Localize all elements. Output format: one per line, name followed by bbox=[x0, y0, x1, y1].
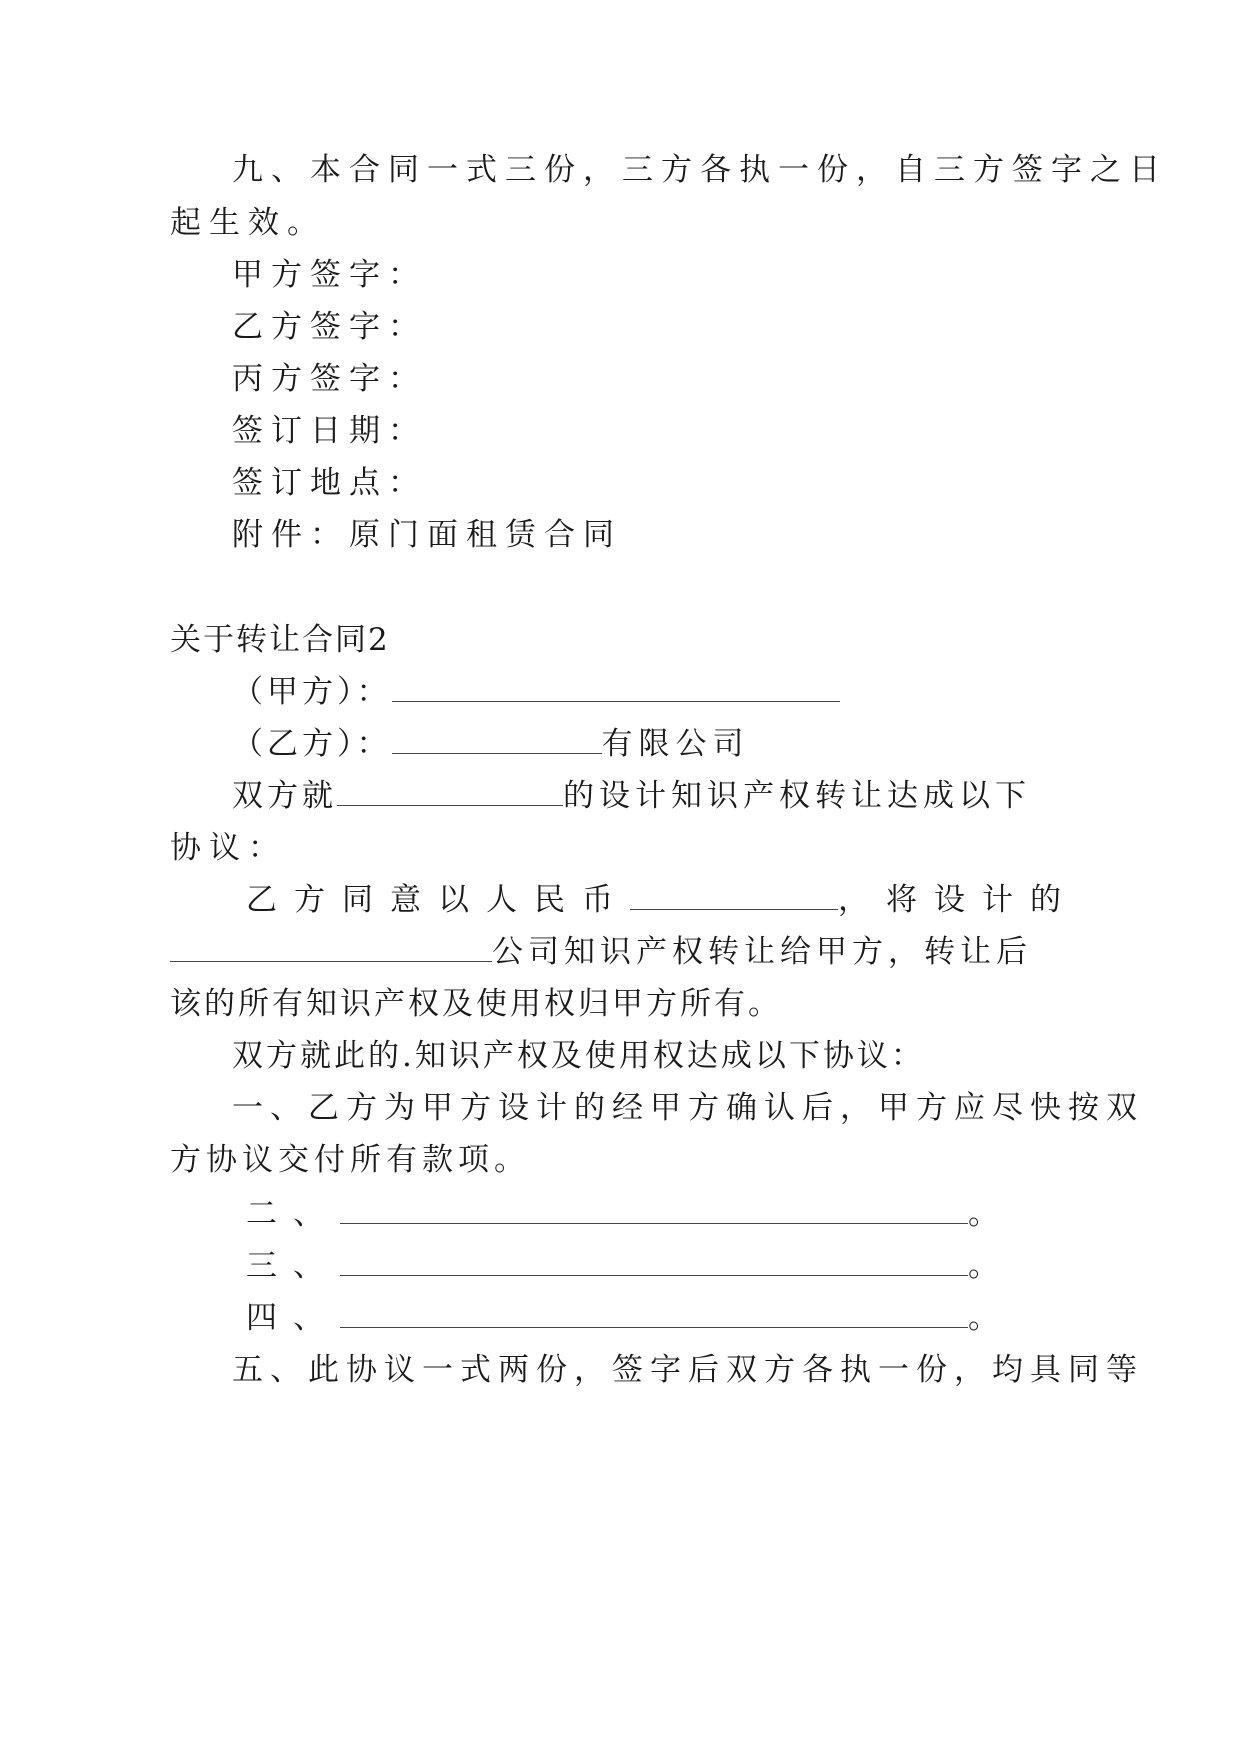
party-b-suffix: 有限公司 bbox=[601, 726, 750, 762]
both-agree: 双方就此的.知识产权及使用权达成以下协议： bbox=[232, 1038, 925, 1074]
agree-prefix: 双方就 bbox=[232, 778, 337, 814]
article-9-line2: 起生效。 bbox=[170, 205, 326, 241]
item-4-label: 四、 bbox=[246, 1300, 340, 1336]
party-a-line bbox=[232, 672, 840, 712]
party-b-label: （乙方）： bbox=[232, 726, 392, 762]
b-agree-line bbox=[246, 880, 1078, 920]
signing-date: 签订日期： bbox=[232, 413, 427, 449]
item-1-line1: 一、乙方为甲方设计的经甲方确认后，甲方应尽快按双 bbox=[232, 1090, 1144, 1126]
item-4-end: 。 bbox=[968, 1300, 999, 1336]
party-b-line bbox=[232, 724, 750, 764]
company-blank bbox=[170, 933, 492, 962]
item-5-line1: 五、此协议一式两份，签字后双方各执一份，均具同等 bbox=[232, 1352, 1144, 1388]
item-3-blank bbox=[340, 1247, 968, 1276]
transfer-suffix: 公司知识产权转让给甲方，转让后 bbox=[492, 934, 1032, 970]
item-4 bbox=[246, 1298, 999, 1338]
rmb-blank bbox=[630, 881, 838, 910]
item-3-label: 三、 bbox=[246, 1248, 340, 1284]
b-agree-suffix: ，将设计的 bbox=[838, 882, 1078, 918]
party-c-signature: 丙方签字： bbox=[232, 361, 427, 397]
item-2 bbox=[246, 1194, 999, 1234]
item-1-line2: 方协议交付所有款项。 bbox=[170, 1142, 530, 1178]
item-3 bbox=[246, 1246, 999, 1286]
item-3-end: 。 bbox=[968, 1248, 999, 1284]
b-agree-prefix: 乙方同意以人民币 bbox=[246, 882, 630, 918]
transfer-line3: 该的所有知识产权及使用权归甲方所有。 bbox=[170, 986, 782, 1022]
agree-blank bbox=[337, 777, 563, 806]
attachment: 附件：原门面租赁合同 bbox=[232, 517, 622, 553]
party-a-signature: 甲方签字： bbox=[232, 257, 427, 293]
transfer-line bbox=[170, 932, 1032, 972]
party-b-signature: 乙方签字： bbox=[232, 309, 427, 345]
agree-suffix: 的设计知识产权转让达成以下 bbox=[563, 778, 1031, 814]
signing-place: 签订地点： bbox=[232, 465, 427, 501]
agreement-line2: 协议： bbox=[170, 830, 287, 866]
section-title: 关于转让合同2 bbox=[170, 622, 390, 658]
item-2-end: 。 bbox=[968, 1196, 999, 1232]
party-a-blank bbox=[392, 673, 840, 702]
item-2-blank bbox=[340, 1195, 968, 1224]
agreement-line1 bbox=[232, 776, 1031, 816]
item-2-label: 二、 bbox=[246, 1196, 340, 1232]
article-9-line1: 九、本合同一式三份，三方各执一份，自三方签字之日 bbox=[232, 152, 1168, 188]
item-4-blank bbox=[340, 1299, 968, 1328]
party-b-blank bbox=[392, 725, 602, 754]
party-a-label: （甲方）： bbox=[232, 674, 392, 710]
